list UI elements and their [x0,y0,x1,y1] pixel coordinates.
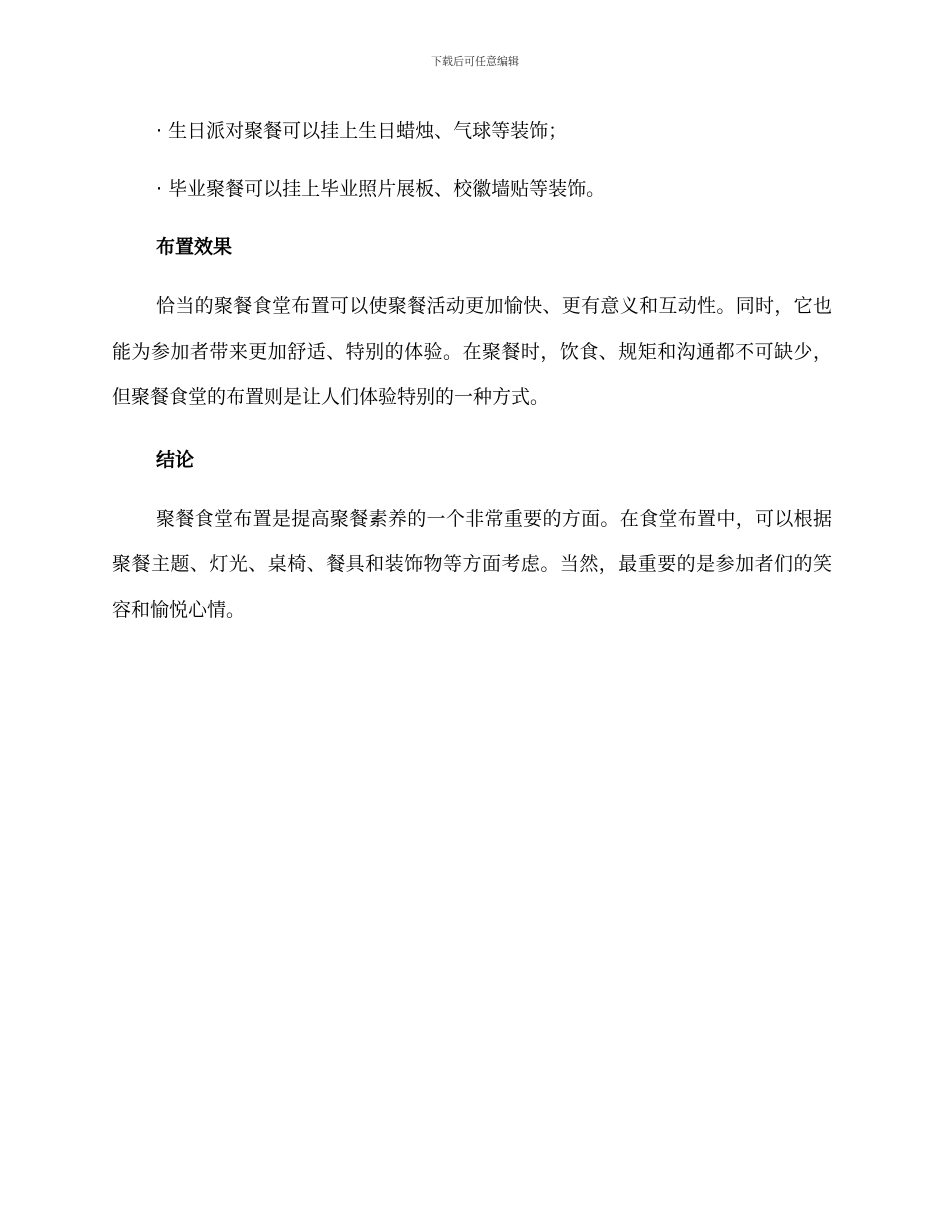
document-body [112,112,832,633]
section-heading-conclusion: 结论 [156,448,195,471]
section-heading-effect: 布置效果 [156,236,233,258]
bullet-item-birthday: · 生日派对聚餐可以挂上生日蜡烛、气球等装饰； [156,120,568,142]
bullet-item-graduation: · 毕业聚餐可以挂上毕业照片展板、校徽墙贴等装饰。 [156,178,606,200]
section-paragraph-effect: 恰当的聚餐食堂布置可以使聚餐活动更加愉快、更有意义和互动性。同时，它也能为参加者带来更加舒适、特别的体验。在聚餐时，饮食、规矩和沟通都不可缺少，但聚餐食堂的布置则是让人们体验特别的一种方式。 [112,295,832,408]
section-paragraph-conclusion: 聚餐食堂布置是提高聚餐素养的一个非常重要的方面。在食堂布置中，可以根据聚餐主题、灯光、桌椅、餐具和装饰物等方面考虑。当然，最重要的是参加者们的笑容和愉悦心情。 [112,507,832,621]
page-header: 下载后可任意编辑 [431,55,519,68]
